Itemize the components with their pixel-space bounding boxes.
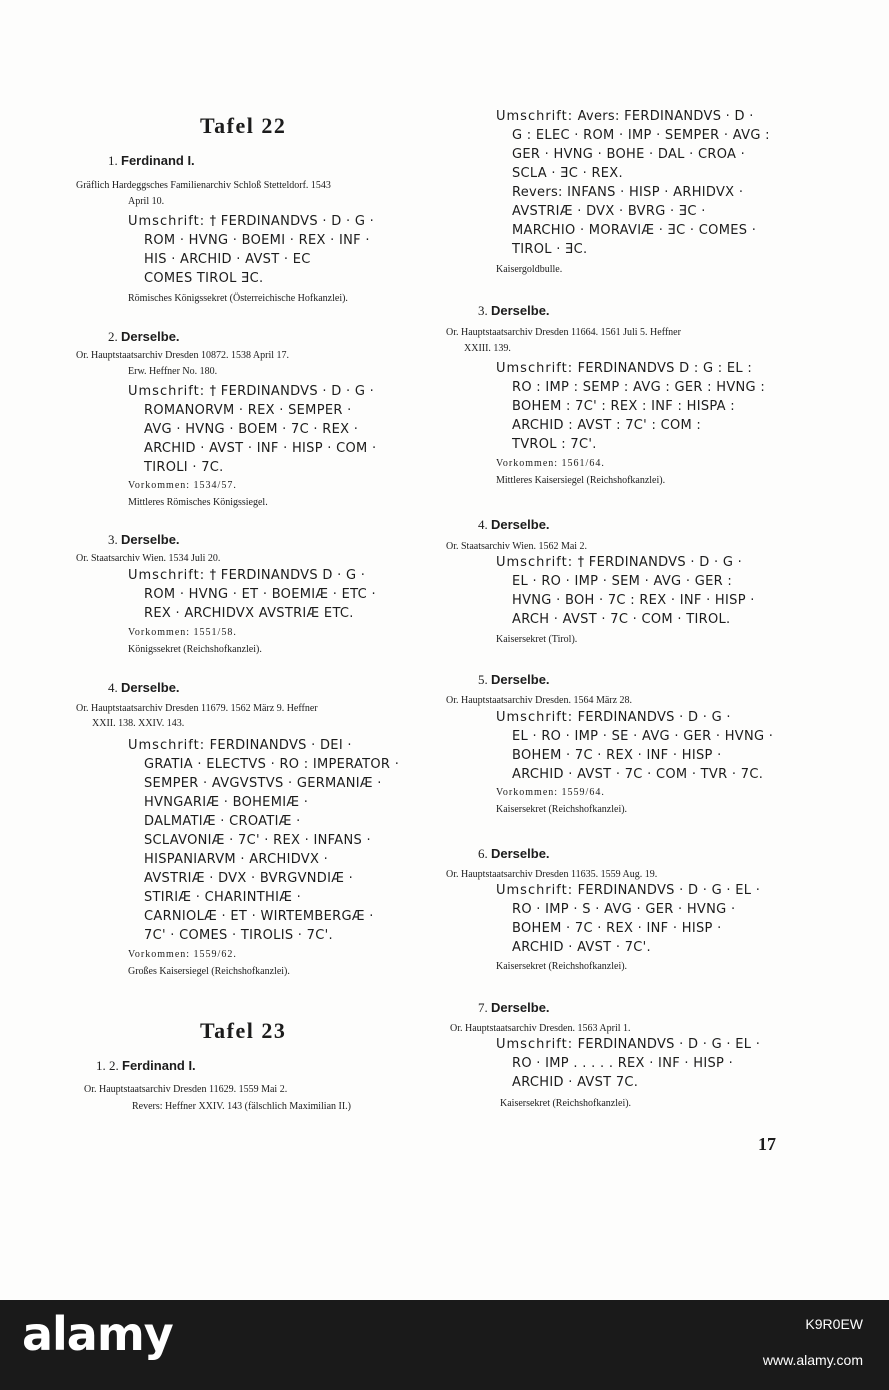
umschrift-text: † FERDINANDVS · D · G · — [209, 214, 375, 229]
entry-title — [96, 1058, 196, 1074]
entry-source-line: Or. Hauptstaatsarchiv Dresden 11635. 1559 Aug. 19. — [446, 869, 658, 880]
umschrift-label: Umschrift: — [496, 1037, 574, 1052]
seal-description: Kaisersekret (Reichshofkanzlei). — [500, 1098, 632, 1109]
umschrift-label: Umschrift: — [496, 361, 574, 376]
umschrift-text: FERDINANDVS · DEI · — [209, 738, 352, 753]
umschrift-text: † FERDINANDVS · D · G · — [209, 384, 375, 399]
entry-name: Ferdinand I. — [121, 153, 195, 168]
umschrift-line: HVNGARIÆ · BOHEMIÆ · — [144, 795, 309, 810]
umschrift-line: CARNIOLÆ · ET · WIRTEMBERGÆ · — [144, 909, 374, 924]
entry-title — [478, 846, 550, 862]
seal-description: Königssekret (Reichshofkanzlei). — [128, 644, 262, 655]
seal-description: Kaisersekret (Reichshofkanzlei). — [496, 961, 628, 972]
entry-source-line: Or. Hauptstaatsarchiv Dresden 11679. 1562 März 9. Heffner — [76, 703, 318, 714]
entry-number: 1. 2. — [96, 1058, 119, 1073]
umschrift-line: ROM · HVNG · ET · BOEMIÆ · ETC · — [144, 587, 376, 602]
image-id: K9R0EW — [805, 1316, 863, 1332]
entry-name: Derselbe. — [491, 672, 550, 687]
umschrift-line: BOHEM : 7C' : REX : INF : HISPA : — [512, 399, 735, 414]
umschrift-text: † FERDINANDVS · D · G · — [577, 555, 743, 570]
umschrift-text: FERDINANDVS · D · G · EL · — [577, 883, 761, 898]
seal-description: Großes Kaisersiegel (Reichshofkanzlei). — [128, 966, 290, 977]
entry-number: 2. — [108, 329, 118, 344]
entry-name: Ferdinand I. — [122, 1058, 196, 1073]
entry-number: 4. — [478, 517, 488, 532]
umschrift-line: SEMPER · AVGVSTVS · GERMANIÆ · — [144, 776, 382, 791]
entry-source-line: Revers: Heffner XXIV. 143 (fälschlich Maximilian II.) — [132, 1101, 352, 1112]
umschrift-line — [128, 567, 365, 585]
umschrift-line: BOHEM · 7C · REX · INF · HISP · — [512, 921, 722, 936]
umschrift-line: ARCH · AVST · 7C · COM · TIROL. — [512, 612, 731, 627]
umschrift-line — [128, 737, 352, 755]
seal-description: Kaisersekret (Tirol). — [496, 634, 578, 645]
umschrift-label: Umschrift: — [128, 738, 206, 753]
umschrift-line — [128, 213, 374, 231]
page-number: 17 — [758, 1134, 776, 1154]
entry-number: 7. — [478, 1000, 488, 1015]
umschrift-line: RO · IMP · S · AVG · GER · HVNG · — [512, 902, 736, 917]
seal-description: Mittleres Kaisersiegel (Reichshofkanzlei). — [496, 475, 666, 486]
umschrift-text: Avers: FERDINANDVS · D · — [577, 109, 754, 124]
umschrift-line: REX · ARCHIDVX AVSTRIÆ ETC. — [144, 606, 354, 621]
entry-name: Derselbe. — [491, 517, 550, 532]
umschrift-line: STIRIÆ · CHARINTHIÆ · — [144, 890, 302, 905]
entry-source-line: Or. Staatsarchiv Wien. 1562 Mai 2. — [446, 541, 588, 552]
entry-name: Derselbe. — [121, 532, 180, 547]
entry-source-line: Or. Hauptstaatsarchiv Dresden. 1564 März 28. — [446, 695, 633, 706]
vorkommen: Vorkommen: 1559/62. — [128, 949, 237, 960]
entry-name: Derselbe. — [121, 329, 180, 344]
entry-source-line: XXII. 138. XXIV. 143. — [92, 718, 185, 729]
umschrift-line: ROM · HVNG · BOEMI · REX · INF · — [144, 233, 370, 248]
vorkommen: Vorkommen: 1561/64. — [496, 458, 605, 469]
umschrift-line — [496, 108, 754, 126]
umschrift-line — [496, 554, 742, 572]
umschrift-line: ARCHID · AVST · 7C · COM · TVR · 7C. — [512, 767, 764, 782]
entry-number: 3. — [108, 532, 118, 547]
umschrift-line: Revers: INFANS · HISP · ARHIDVX · — [512, 185, 744, 200]
umschrift-line — [496, 360, 752, 378]
vorkommen: Vorkommen: 1551/58. — [128, 627, 237, 638]
umschrift-line: 7C' · COMES · TIROLIS · 7C'. — [144, 928, 333, 943]
umschrift-line: EL · RO · IMP · SE · AVG · GER · HVNG · — [512, 729, 774, 744]
umschrift-line: RO · IMP . . . . . REX · INF · HISP · — [512, 1056, 734, 1071]
umschrift-line — [128, 383, 374, 401]
umschrift-line — [496, 709, 731, 727]
entry-number: 5. — [478, 672, 488, 687]
umschrift-label: Umschrift: — [496, 555, 574, 570]
entry-source-line: Or. Hauptstaatsarchiv Dresden 10872. 1538 April 17. — [76, 350, 290, 361]
umschrift-line: TIROLI · 7C. — [144, 460, 224, 475]
umschrift-label: Umschrift: — [128, 384, 206, 399]
umschrift-line: TVROL : 7C'. — [512, 437, 597, 452]
entry-number: 6. — [478, 846, 488, 861]
entry-source-line: XXIII. 139. — [464, 343, 511, 354]
entry-title — [478, 303, 550, 319]
entry-title — [108, 153, 195, 169]
entry-source-line: Gräflich Hardeggsches Familienarchiv Schloß Stetteldorf. 1543 — [76, 180, 331, 191]
umschrift-line: AVSTRIÆ · DVX · BVRGVNDIÆ · — [144, 871, 354, 886]
umschrift-label: Umschrift: — [496, 109, 574, 124]
umschrift-line: EL · RO · IMP · SEM · AVG · GER : — [512, 574, 733, 589]
entry-title — [108, 532, 180, 548]
umschrift-text: FERDINANDVS D : G : EL : — [577, 361, 753, 376]
umschrift-line: ARCHID · AVST · INF · HISP · COM · — [144, 441, 377, 456]
tafel-22-heading: Tafel 22 — [200, 113, 287, 138]
entry-name: Derselbe. — [121, 680, 180, 695]
entry-source-line: April 10. — [128, 196, 165, 207]
umschrift-label: Umschrift: — [128, 214, 206, 229]
umschrift-line: ARCHID : AVST : 7C' : COM : — [512, 418, 702, 433]
umschrift-label: Umschrift: — [496, 710, 574, 725]
umschrift-line: HISPANIARVM · ARCHIDVX · — [144, 852, 329, 867]
umschrift-line: BOHEM · 7C · REX · INF · HISP · — [512, 748, 722, 763]
umschrift-line: DALMATIÆ · CROATIÆ · — [144, 814, 301, 829]
alamy-logo: alamy — [22, 1307, 173, 1361]
umschrift-line: GER · HVNG · BOHE · DAL · CROA · — [512, 147, 746, 162]
umschrift-line: ARCHID · AVST · 7C'. — [512, 940, 651, 955]
vorkommen: Vorkommen: 1559/64. — [496, 787, 605, 798]
umschrift-line: SCLA · ƎC · REX. — [512, 166, 623, 181]
umschrift-line: COMES TIROL ƎC. — [144, 271, 264, 286]
entry-title — [478, 1000, 550, 1016]
umschrift-label: Umschrift: — [128, 568, 206, 583]
umschrift-line: MARCHIO · MORAVIÆ · ƎC · COMES · — [512, 223, 757, 238]
umschrift-text: † FERDINANDVS D · G · — [209, 568, 366, 583]
entry-source-line: Or. Hauptstaatsarchiv Dresden 11664. 1561 Juli 5. Heffner — [446, 327, 681, 338]
seal-description: Mittleres Römisches Königssiegel. — [128, 497, 268, 508]
vorkommen: Vorkommen: 1534/57. — [128, 480, 237, 491]
entry-title — [478, 517, 550, 533]
umschrift-line: ROMANORVM · REX · SEMPER · — [144, 403, 352, 418]
umschrift-line — [496, 882, 760, 900]
seal-description: Kaisergoldbulle. — [496, 264, 563, 275]
entry-number: 4. — [108, 680, 118, 695]
entry-title — [108, 329, 180, 345]
seal-description: Römisches Königssekret (Österreichische Hofkanzlei). — [128, 293, 348, 304]
entry-source-line: Or. Staatsarchiv Wien. 1534 Juli 20. — [76, 553, 221, 564]
umschrift-line: HIS · ARCHID · AVST · EC — [144, 252, 311, 267]
entry-source-line: Erw. Heffner No. 180. — [128, 366, 218, 377]
entry-number: 3. — [478, 303, 488, 318]
umschrift-line: GRATIA · ELECTVS · RO : IMPERATOR · — [144, 757, 400, 772]
umschrift-line: SCLAVONIÆ · 7C' · REX · INFANS · — [144, 833, 371, 848]
umschrift-text: FERDINANDVS · D · G · EL · — [577, 1037, 761, 1052]
umschrift-line: HVNG · BOH · 7C : REX · INF · HISP · — [512, 593, 755, 608]
entry-name: Derselbe. — [491, 1000, 550, 1015]
entry-source-line: Or. Hauptstaatsarchiv Dresden. 1563 April 1. — [450, 1023, 631, 1034]
umschrift-label: Umschrift: — [496, 883, 574, 898]
umschrift-line: G : ELEC · ROM · IMP · SEMPER · AVG : — [512, 128, 770, 143]
umschrift-line: AVSTRIÆ · DVX · BVRG · ƎC · — [512, 204, 706, 219]
tafel-23-heading: Tafel 23 — [200, 1018, 287, 1043]
umschrift-line: RO : IMP : SEMP : AVG : GER : HVNG : — [512, 380, 766, 395]
entry-number: 1. — [108, 153, 118, 168]
umschrift-text: FERDINANDVS · D · G · — [577, 710, 731, 725]
entry-name: Derselbe. — [491, 303, 550, 318]
seal-description: Kaisersekret (Reichshofkanzlei). — [496, 804, 628, 815]
entry-name: Derselbe. — [491, 846, 550, 861]
site-url: www.alamy.com — [762, 1352, 863, 1368]
umschrift-line: ARCHID · AVST 7C. — [512, 1075, 639, 1090]
umschrift-line: TIROL · ƎC. — [512, 242, 588, 257]
entry-source-line: Or. Hauptstaatsarchiv Dresden 11629. 1559 Mai 2. — [84, 1084, 288, 1095]
entry-title — [108, 680, 180, 696]
umschrift-line: AVG · HVNG · BOEM · 7C · REX · — [144, 422, 359, 437]
umschrift-line — [496, 1036, 760, 1054]
entry-title — [478, 672, 550, 688]
